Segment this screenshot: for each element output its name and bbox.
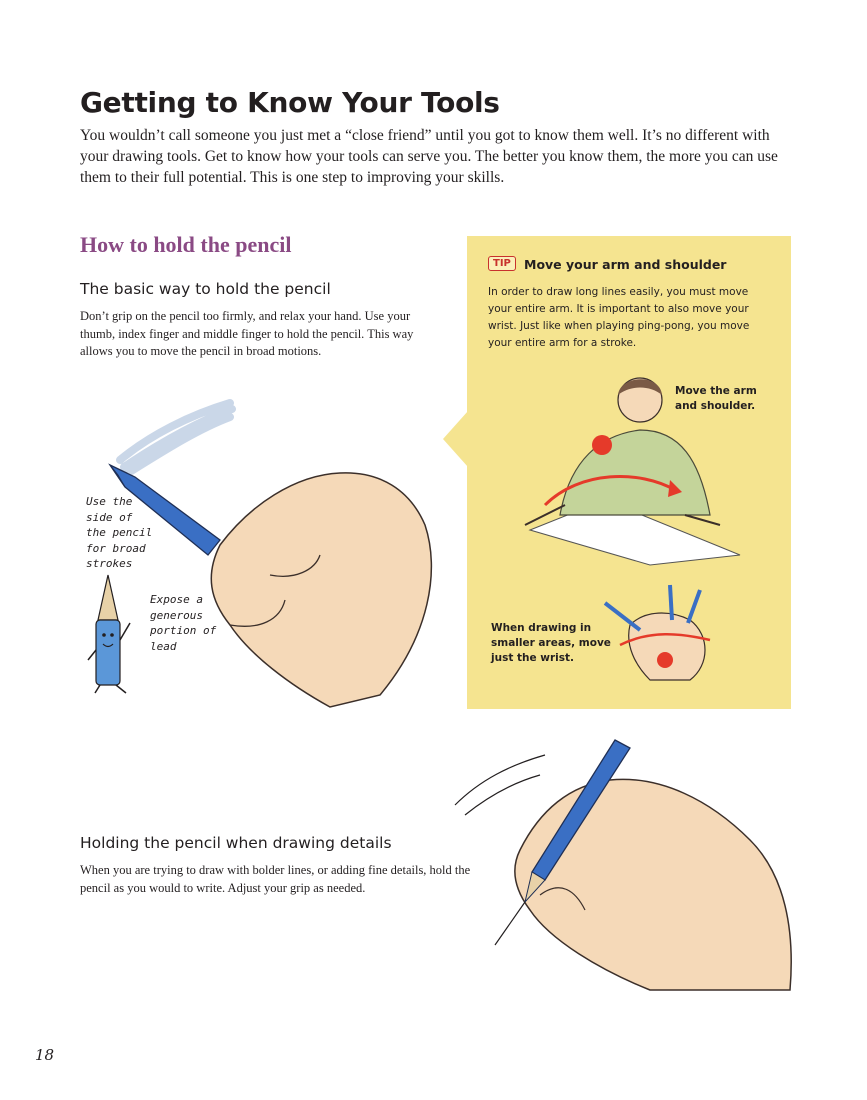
details-hold-text: When you are trying to draw with bolder lines, or adding fine details, hold the pencil as you would to write. Adjust your grip as needed. [80, 863, 471, 895]
wrist-callout: When drawing in smaller areas, move just the wrist. [491, 622, 611, 664]
side-of-pencil-note: Use the side of the pencil for broad strokes [86, 495, 153, 570]
details-hold-heading: Holding the pencil when drawing details [80, 834, 392, 852]
arm-shoulder-callout: Move the arm and shoulder. [675, 385, 757, 412]
pencil-mascot-icon [88, 575, 130, 693]
expose-lead-note: Expose a generous portion of lead [150, 593, 217, 653]
basic-hold-text: Don’t grip on the pencil too firmly, and relax your hand. Use your thumb, index finger and middle finger to hold the pencil. This way allows you to move the pencil in broad motions. [80, 309, 414, 358]
section-heading: How to hold the pencil [80, 232, 292, 257]
tip-text: In order to draw long lines easily, you must move your entire arm. It is important to also move your wrist. Just like when playing ping-pong, you move your entire arm for a stroke. [488, 286, 750, 349]
details-hold-illustration [450, 730, 795, 990]
intro-paragraph: You wouldn’t call someone you just met a “close friend” until you got to know them well. It’s no different with your drawing tools. Get to know how your tools can serve you. The better you know them, the more you can use them to their full potential. This is one step to improving your skills. [80, 127, 778, 186]
page-number: 18 [35, 1046, 55, 1064]
page-title: Getting to Know Your Tools [80, 86, 500, 119]
wrist-drawing [600, 585, 720, 685]
details-hold-drawing [450, 730, 795, 990]
tip-title: Move your arm and shoulder [524, 257, 727, 272]
tip-box-pointer [443, 411, 468, 467]
tip-badge: TIP [488, 256, 516, 271]
basic-hold-heading: The basic way to hold the pencil [80, 280, 331, 298]
wrist-illustration [600, 585, 720, 685]
